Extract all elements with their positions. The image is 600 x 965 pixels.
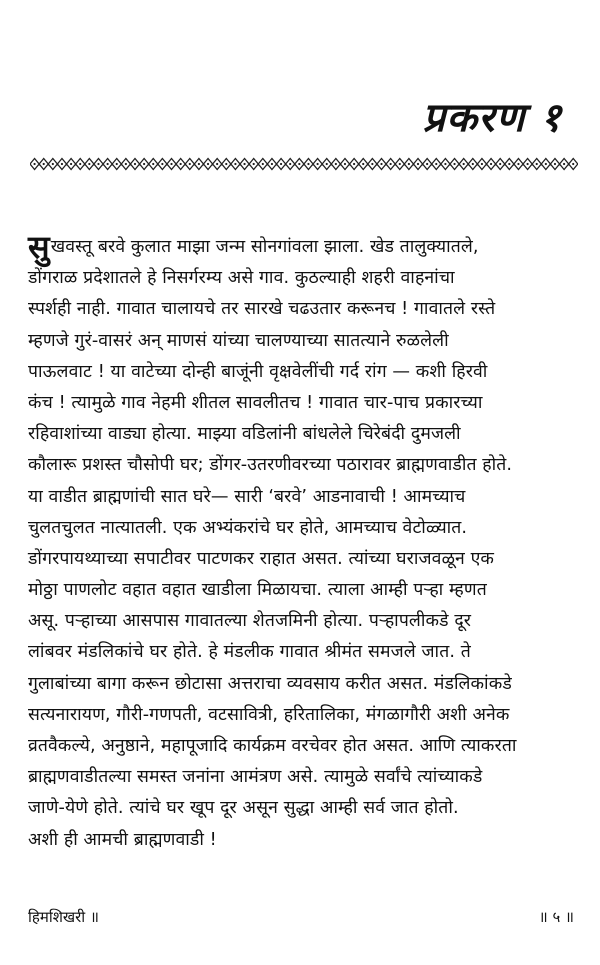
paragraph-line-14: लांबवर मंडलिकांचे घर होते. हे मंडलीक गावात श्रीमंत समजले जात. ते: [28, 642, 471, 663]
paragraph-line-16: सत्यनारायण, गौरी-गणपती, वटसावित्री, हरितालिका, मंगळागौरी अशी अनेक: [28, 704, 510, 725]
paragraph-line-5: पाऊलवाट ! या वाटेच्या दोन्ही बाजूंनी वृक्षवेलींची गर्द रांग — कशी हिरवी: [28, 361, 488, 382]
paragraph-line-9: या वाडीत ब्राह्मणांची सात घरे— सारी ‘बरवे’ आडनावाची ! आमच्याच: [28, 486, 466, 507]
paragraph-line-10: चुलतचुलत नात्यातली. एक अभ्यंकरांचे घर होते, आमच्याच वेटोळ्यात.: [28, 517, 468, 538]
paragraph-line-3: स्पर्शही नाही. गावात चालायचे तर सारखे चढउतार करूनच ! गावातले रस्ते: [28, 299, 496, 320]
drop-cap: सु: [28, 228, 50, 266]
line-text: खवस्तू बरवे कुलात माझा जन्म सोनगांवला झाला. खेड तालुक्यातले,: [50, 237, 479, 257]
body-text: [28, 228, 590, 856]
paragraph-line-13: असू. पऱ्हाच्या आसपास गावातल्या शेतजमिनी होत्या. पऱ्हापलीकडे दूर: [28, 611, 472, 632]
paragraph-line-11: डोंगरपायथ्याच्या सपाटीवर पाटणकर राहात असत. त्यांच्या घराजवळून एक: [28, 548, 495, 569]
ornament-pattern: [30, 157, 578, 171]
paragraph-line-7: रहिवाशांच्या वाड्या होत्या. माझ्या वडिलांनी बांधलेले चिरेबंदी दुमजली: [28, 424, 461, 445]
paragraph-line-12: मोठ्ठा पाणलोट वहात वहात खाडीला मिळायचा. त्याला आम्ही पऱ्हा म्हणत: [28, 580, 487, 601]
paragraph-line-1: [28, 228, 590, 266]
decorative-divider: [30, 157, 578, 171]
page-number: ॥ ५ ॥: [538, 908, 574, 926]
paragraph-line-2: डोंगराळ प्रदेशातले हे निसर्गरम्य असे गाव. कुठल्याही शहरी वाहनांचा: [28, 268, 455, 289]
paragraph-line-20: अशी ही आमची ब्राह्मणवाडी !: [28, 829, 217, 850]
book-title: हिमशिखरी ॥: [28, 908, 99, 926]
chapter-heading: प्रकरण १: [422, 95, 562, 141]
paragraph-line-18: ब्राह्मणवाडीतल्या समस्त जनांना आमंत्रण असे. त्यामुळे सर्वांचे त्यांच्याकडे: [28, 767, 483, 788]
paragraph-line-15: गुलाबांच्या बागा करून छोटासा अत्तराचा व्यवसाय करीत असत. मंडलिकांकडे: [28, 673, 512, 694]
paragraph-line-8: कौलारू प्रशस्त चौसोपी घर; डोंगर-उतरणीवरच्या पठारावर ब्राह्मणवाडीत होते.: [28, 455, 513, 476]
paragraph-line-19: जाणे-येणे होते. त्यांचे घर खूप दूर असून सुद्धा आम्ही सर्व जात होतो.: [28, 798, 459, 819]
paragraph-line-4: म्हणजे गुरं-वासरं अन् माणसं यांच्या चालण्याच्या सातत्याने रुळलेली: [28, 330, 449, 351]
paragraph-line-17: व्रतवैकल्ये, अनुष्ठाने, महापूजादि कार्यक्रम वरचेवर होत असत. आणि त्याकरता: [28, 736, 517, 756]
paragraph-line-6: कंच ! त्यामुळे गाव नेहमी शीतल सावलीतच ! गावात चार-पाच प्रकारच्या: [28, 392, 483, 413]
